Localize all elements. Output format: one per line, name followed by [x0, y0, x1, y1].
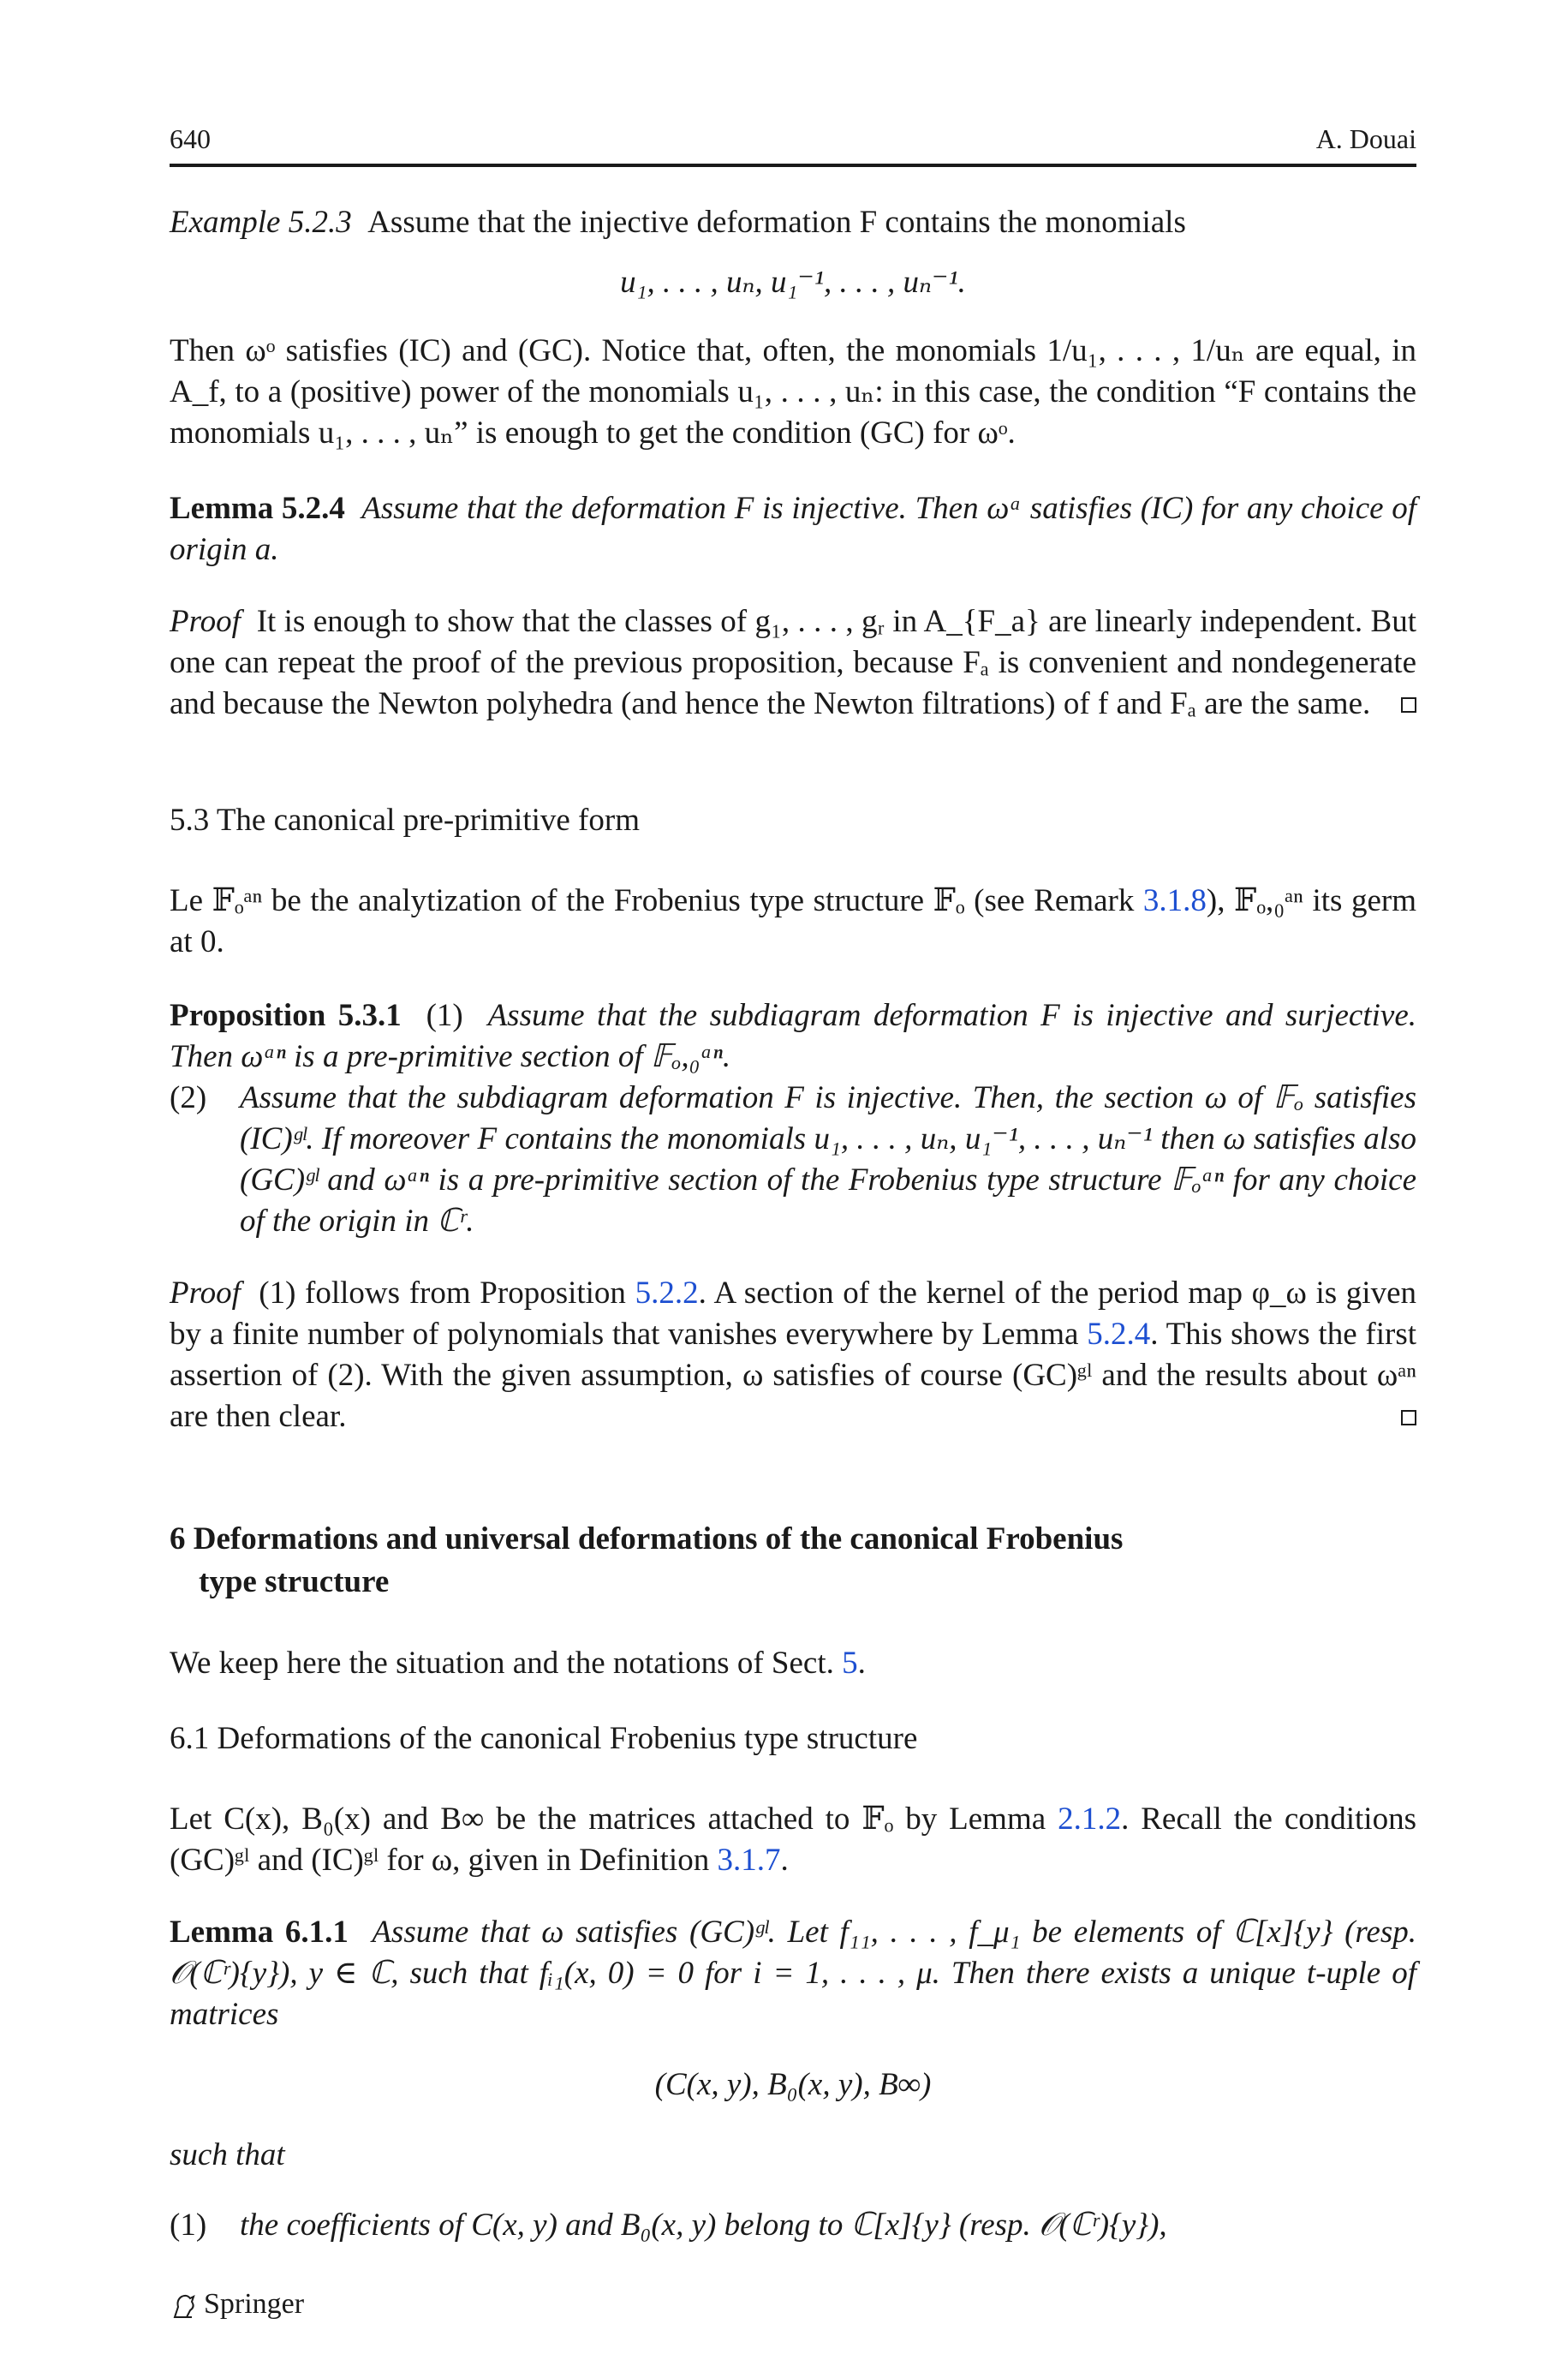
- definition-link[interactable]: 3.1.7: [717, 1843, 781, 1878]
- proof-text: . A section of the kernel of the period map φ_ω is given by a finite number of polynomials that vanishes everywhere by Lemma: [170, 1276, 1417, 1352]
- lemma-6-1-1: [170, 1912, 1416, 2035]
- item-number: (1): [170, 2208, 207, 2243]
- matrices-formula: (C(x, y), B₀(x, y), B∞): [654, 2067, 932, 2102]
- section-title-line-1: 6 Deformations and universal deformations of the canonical Frobenius: [170, 1521, 1124, 1556]
- proposition-link[interactable]: 5.2.2: [635, 1276, 699, 1311]
- page-number: 640: [170, 123, 211, 154]
- example-5-2-3: [170, 202, 1416, 243]
- such-that-line: [170, 2135, 1416, 2176]
- lemma-link[interactable]: 5.2.4: [1087, 1317, 1151, 1352]
- proposition-item-1: Assume that the subdiagram deformation F is injective and surjective. Then ωᵃⁿ is a pre-primitive section of 𝔽ₒ,₀ᵃⁿ.: [170, 998, 1416, 1074]
- para-text-tail: .: [857, 1646, 866, 1681]
- para-text-tail: .: [780, 1843, 789, 1878]
- section-title: 6.1 Deformations of the canonical Frobenius type structure: [170, 1721, 918, 1756]
- item-text: Assume that the subdiagram deformation F is injective. Then, the section ω of 𝔽ₒ satisfies (IC)ᵍˡ. If moreover F contains the monomials u₁, . . . , uₙ, u₁⁻¹, . . . , uₙ⁻¹ then ω satisfies also (GC)ᵍˡ and ωᵃⁿ is a pre-primitive section of the Frobenius type structure 𝔽ₒᵃⁿ for any choice of the origin in ℂʳ.: [240, 1080, 1416, 1239]
- proof-text: . This shows the first assertion of (2). With the given assumption, ω satisfies of course (GC)ᵍˡ and the results about ωᵃⁿ are then clear.: [170, 1317, 1416, 1434]
- item-number: (2): [170, 1080, 207, 1115]
- monomials-formula: u₁, . . . , uₙ, u₁⁻¹, . . . , uₙ⁻¹.: [620, 265, 966, 300]
- section-link[interactable]: 5: [842, 1646, 858, 1681]
- section-5-3-heading: [170, 800, 1416, 841]
- example-label: Example 5.2.3: [170, 205, 352, 240]
- lemma-text: Assume that the deformation F is injective. Then ωᵃ satisfies (IC) for any choice of origin a.: [170, 491, 1417, 567]
- lemma-text: Assume that ω satisfies (GC)ᵍˡ. Let f₁₁, . . . , f_μ₁ be elements of ℂ[x]{y} (resp. 𝒪(ℂʳ){y}), y ∈ ℂ, such that fᵢ₁(x, 0) = 0 for i = 1, . . . , μ. Then there exists a unique t-uple of matrices: [170, 1915, 1416, 2032]
- lemma-formula: [170, 2064, 1416, 2106]
- proposition-label: Proposition 5.3.1: [170, 998, 402, 1033]
- example-formula: [170, 262, 1416, 303]
- proposition-item-2: [170, 1078, 1416, 1242]
- such-that-text: such that: [170, 2137, 285, 2172]
- example-text: Assume that the injective deformation F contains the monomials: [367, 205, 1186, 240]
- proof-label: Proof: [170, 1276, 241, 1311]
- section-6-1-paragraph: [170, 1799, 1416, 1881]
- para-text: Let C(x), B₀(x) and B∞ be the matrices attached to 𝔽ₒ by Lemma: [170, 1801, 1058, 1837]
- example-continuation: [170, 331, 1416, 454]
- proof-text: It is enough to show that the classes of g₁, . . . , gᵣ in A_{F_a} are linearly independent. But one can repeat the proof of the previous proposition, because Fₐ is convenient and nondegenerate and because the Newton polyhedra (and hence the Newton filtrations) of f and Fₐ are the same.: [170, 604, 1416, 721]
- section-6-heading: [170, 1518, 1416, 1604]
- section-6-paragraph: [170, 1643, 1416, 1684]
- running-header: [170, 120, 1416, 158]
- item-number: (1): [426, 998, 463, 1033]
- qed-symbol: [1401, 1410, 1416, 1425]
- para-text-tail: ), 𝔽ₒ,₀ᵃⁿ its germ at 0.: [170, 883, 1416, 959]
- header-rule: [170, 164, 1416, 167]
- proposition-5-3-1: [170, 995, 1416, 1242]
- running-author: A. Douai: [1315, 123, 1416, 154]
- publisher-footer: [170, 2284, 304, 2325]
- para-text: Le 𝔽ₒᵃⁿ be the analytization of the Frobenius type structure 𝔽ₒ (see Remark: [170, 883, 1143, 918]
- lemma-item-1: [170, 2205, 1416, 2246]
- section-title-line-2: type structure: [199, 1564, 390, 1599]
- proof-proposition-5-3-1: [170, 1273, 1416, 1437]
- proof-text: (1) follows from Proposition: [259, 1276, 635, 1311]
- lemma-label: Lemma 5.2.4: [170, 491, 345, 526]
- proof-lemma-5-2-4: [170, 601, 1416, 725]
- section-title: 5.3 The canonical pre-primitive form: [170, 803, 640, 838]
- example-after-text: Then ωᵒ satisfies (IC) and (GC). Notice that, often, the monomials 1/u₁, . . . , 1/uₙ are equal, in A_f, to a (positive) power of the monomials u₁, . . . , uₙ: in this case, the condition “F contains the monomials u₁, . . . , uₙ” is enough to get the condition (GC) for ωᵒ.: [170, 333, 1416, 451]
- springer-horse-icon: [170, 2291, 199, 2321]
- qed-symbol: [1401, 697, 1416, 713]
- para-text: . Recall the conditions (GC)ᵍˡ and (IC)ᵍˡ for ω, given in Definition: [170, 1801, 1416, 1878]
- remark-link[interactable]: 3.1.8: [1142, 883, 1207, 918]
- lemma-link[interactable]: 2.1.2: [1058, 1801, 1122, 1837]
- section-6-1-heading: [170, 1718, 1416, 1760]
- lemma-label: Lemma 6.1.1: [170, 1915, 349, 1950]
- proof-label: Proof: [170, 604, 241, 639]
- lemma-5-2-4: [170, 488, 1416, 571]
- item-text: the coefficients of C(x, y) and B₀(x, y) belong to ℂ[x]{y} (resp. 𝒪(ℂʳ){y}),: [240, 2208, 1167, 2243]
- para-text: We keep here the situation and the notations of Sect.: [170, 1646, 843, 1681]
- section-5-3-paragraph: [170, 881, 1416, 963]
- publisher-name: Springer: [204, 2288, 305, 2320]
